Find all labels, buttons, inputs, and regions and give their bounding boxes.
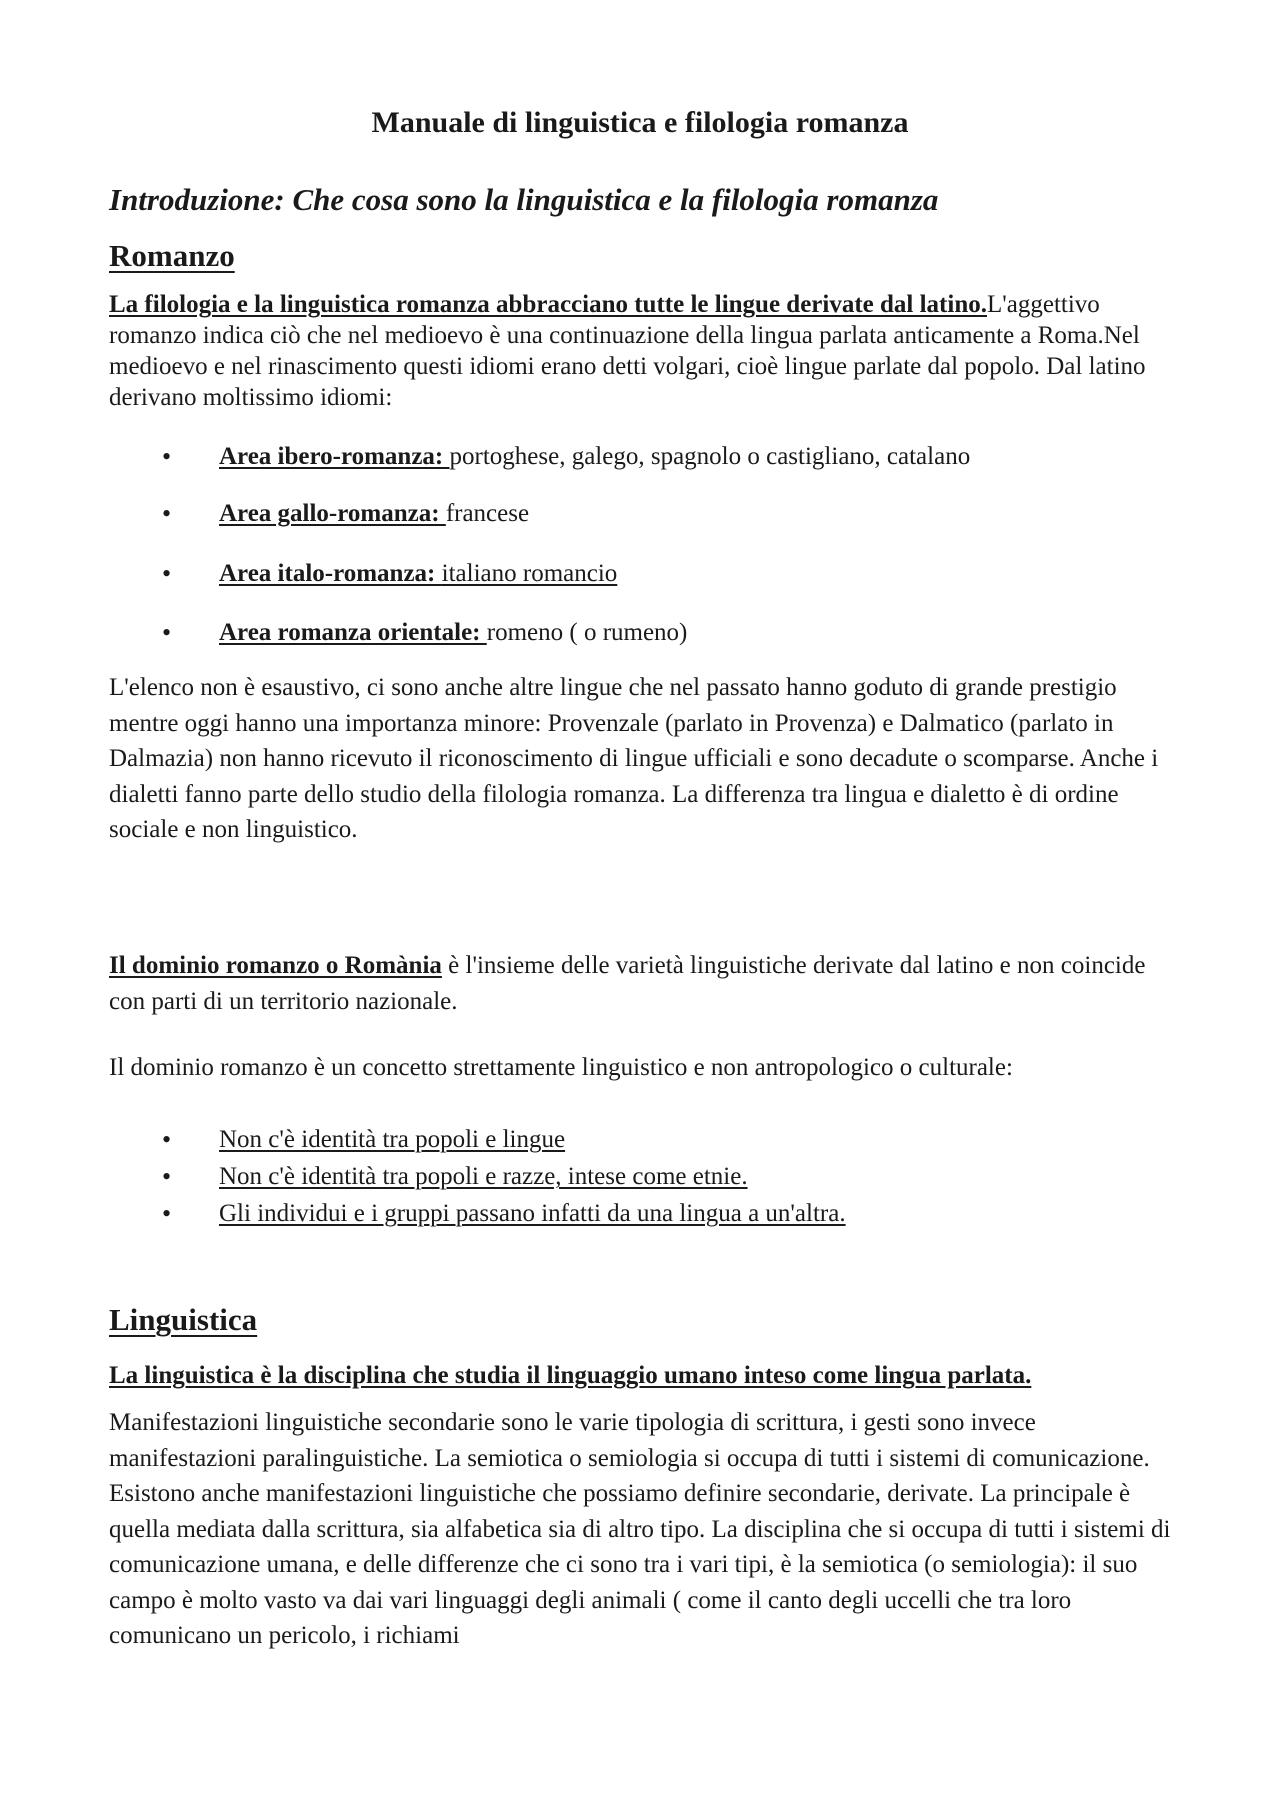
section-heading-linguistica: Linguistica [109, 1302, 258, 1337]
dominio-lead-bold: Il dominio romanzo o Romània [109, 952, 442, 979]
bullet-icon: • [162, 442, 172, 471]
linguistica-definition [109, 1360, 1179, 1391]
bullet-icon: • [162, 618, 172, 647]
area-label: Area italo-romanza: [219, 560, 442, 587]
area-text: portoghese, galego, spagnolo o castigliano, catalano [449, 443, 971, 470]
elenco-paragraph: L'elenco non è esaustivo, ci sono anche altre lingue che nel passato hanno goduto di grande prestigio mentre oggi hanno una importanza minore: Provenzale (parlato in Provenza) e Dalmatico (parlato in Dalmazia) non hanno ricevuto il riconoscimento di lingue ufficiali e sono decadute o scomparse. Anche i dialetti fanno parte dello studio della filologia romanza. La differenza tra lingua e dialetto è di ordine sociale e non linguistico. [109, 674, 1159, 843]
dominio-item: Gli individui e i gruppi passano infatti da una lingua a un'altra. [219, 1200, 846, 1227]
area-label: Area romanza orientale: [219, 619, 487, 646]
area-text: romeno ( o rumeno) [486, 619, 688, 646]
section-heading-romanzo: Romanzo [109, 238, 235, 273]
romanzo-lead-bold: La filologia e la linguistica romanza abbracciano tutte le lingue derivate dal latino. [109, 291, 987, 318]
bullet-icon: • [162, 1162, 172, 1191]
bullet-icon: • [162, 1125, 172, 1154]
linguistica-definition-text: La linguistica è la disciplina che studia il linguaggio umano inteso come lingua parlata. [109, 1362, 1032, 1389]
bullet-icon: • [162, 559, 172, 588]
dominio-item: Non c'è identità tra popoli e lingue [219, 1126, 566, 1153]
dominio-concept: Il dominio romanzo è un concetto strettamente linguistico e non antropologico o culturale: [109, 1054, 1013, 1081]
area-text: italiano romancio [441, 560, 618, 587]
area-label: Area ibero-romanza: [219, 443, 450, 470]
intro-heading: Introduzione: Che cosa sono la linguistica e la filologia romanza [109, 182, 939, 217]
bullet-icon: • [162, 499, 172, 528]
dominio-lead-rest: è l'insieme delle varietà linguistiche derivate dal latino e non coincide con parti di un territorio nazionale. [109, 952, 1146, 1015]
area-text: francese [445, 500, 530, 527]
linguistica-body: Manifestazioni linguistiche secondarie sono le varie tipologia di scrittura, i gesti sono invece manifestazioni paralinguistiche. La semiotica o semiologia si occupa di tutti i sistemi di comunicazione. Esistono anche manifestazioni linguistiche che possiamo definire secondarie, derivate. La principale è quella mediata dalla scrittura, sia alfabetica sia di altro tipo. La disciplina che si occupa di tutti i sistemi di comunicazione umana, e delle differenze che ci sono tra i vari tipi, è la semiotica (o semiologia): il suo campo è molto vasto va dai vari linguaggi degli animali ( come il canto degli uccelli che tra loro comunicano un pericolo, i richiami [109, 1409, 1171, 1649]
dominio-paragraph [109, 948, 1179, 1019]
area-label: Area gallo-romanza: [219, 500, 446, 527]
romanzo-lead-rest: L'aggettivo romanzo indica ciò che nel medioevo è una continuazione della lingua parlata anticamente a Roma.Nel medioevo e nel rinascimento questi idiomi erano detti volgari, cioè lingue parlate dal popolo. Dal latino derivano moltissimo idiomi: [109, 291, 1146, 411]
dominio-item: Non c'è identità tra popoli e razze, intese come etnie. [219, 1163, 748, 1190]
bullet-icon: • [162, 1199, 172, 1228]
romanzo-paragraph [109, 289, 1179, 413]
document-title: Manuale di linguistica e filologia romanza [371, 106, 909, 139]
